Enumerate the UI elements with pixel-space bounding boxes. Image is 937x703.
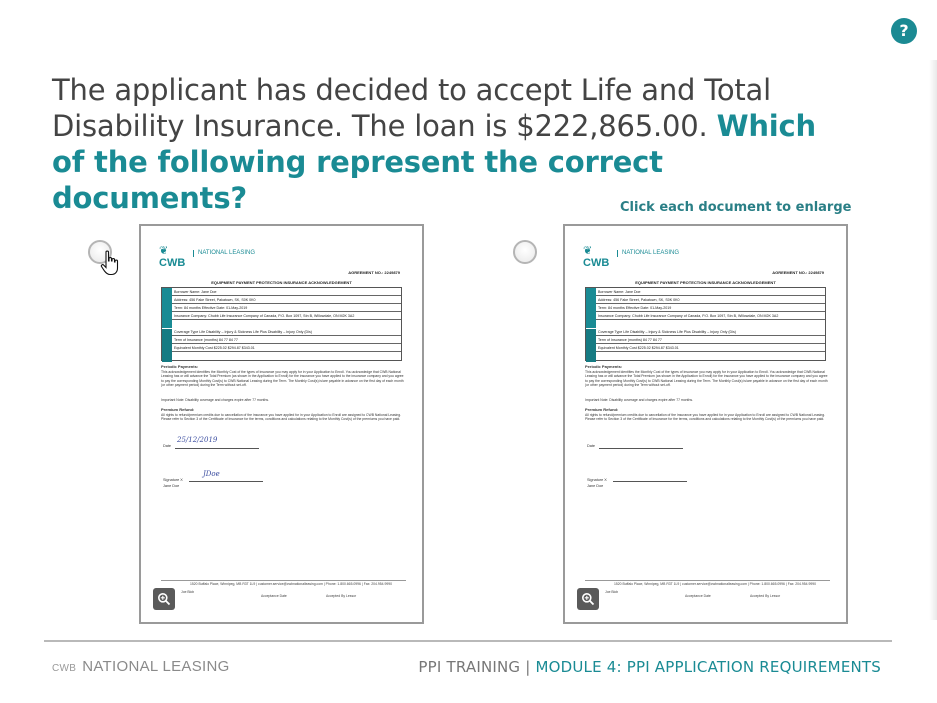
zoom-in-button[interactable] xyxy=(577,588,599,610)
form-row: Equivalent Monthly Cost $225.02 $294.87 $343.01 xyxy=(172,344,401,352)
help-button[interactable]: ? xyxy=(891,18,917,44)
date-label: Date xyxy=(163,444,172,448)
document-title: EQUIPMENT PAYMENT PROTECTION INSURANCE ACKNOWLEDGEMENT xyxy=(211,280,352,285)
periodic-payments xyxy=(161,365,406,388)
address-rule xyxy=(161,580,406,581)
insurance-form-table xyxy=(161,287,402,361)
zoom-in-button[interactable] xyxy=(153,588,175,610)
acceptance-date: Acceptance Date xyxy=(685,594,711,598)
periodic-payments-title: Periodic Payments: xyxy=(161,364,199,369)
signature-value: JDoe xyxy=(203,470,220,478)
logo-name: NATIONAL LEASING xyxy=(617,250,679,257)
footer-divider xyxy=(44,640,892,642)
question-highlight: Which of the following represent the correct documents? xyxy=(52,109,816,215)
footer-brand xyxy=(52,658,230,675)
form-row: Address: 456 Fake Street, Pakatown, SK, S0K 0K0 xyxy=(596,296,825,304)
address-footer: 1520 Buffalo Place, Winnipeg, MB R3T 1L9 | customer.service@cwbnationalleasing.com | Phone: 1.800.665.0996 | Fax: 204.954.9990 xyxy=(614,582,816,586)
signature-label: Signature X xyxy=(163,478,183,482)
periodic-payments-text: This acknowledgement identifies the Monthly Cost of the types of insurance you may apply for in your Application to Enroll. You acknowledge that CWB National Leasing has or will advance the Total Premium (as shown in the Application to Enroll) for the insurance you have applied to the insurance company and you agree to pay the corresponding Monthly Cost(s) to CWB National Leasing during the Term. The Monthly Cost(s) is/are payable in advance on the first day of each month (or other payment period) during the Term without set-off. xyxy=(161,369,404,387)
address-footer: 1520 Buffalo Place, Winnipeg, MB R3T 1L9 | customer.service@cwbnationalleasing.com | Phone: 1.800.665.0996 | Fax: 204.954.9990 xyxy=(190,582,392,586)
accepted-by: Accepted By Lessor xyxy=(326,594,357,598)
insurance-form-table xyxy=(585,287,826,361)
signature-line xyxy=(613,481,687,482)
date-label: Date xyxy=(587,444,596,448)
agreement-number: AGREEMENT NO.: 2249879 xyxy=(772,270,824,275)
acceptance-date: Acceptance Date xyxy=(261,594,287,598)
enlarge-hint: Click each document to enlarge xyxy=(620,200,852,215)
hand-pointer-icon xyxy=(100,250,120,276)
lessee-sign-block: Joe Blob xyxy=(605,590,619,594)
form-row: Insurance Company: Chubb Life Insurance Company of Canada, P.O. Box 1097, Stn B, Willowdale, ON M2K 3A2 xyxy=(596,312,825,320)
form-side-bar-lower xyxy=(162,328,172,362)
important-note: Important Note: Disability coverage and charges expire after 77 months. xyxy=(161,398,269,402)
form-row: Term: 84 months Effective Date: 01-May-2019 xyxy=(172,304,401,312)
cwb-logo xyxy=(159,244,269,270)
module-name: MODULE 4: PPI APPLICATION REQUIREMENTS xyxy=(535,658,881,676)
crest-icon: ❦ xyxy=(159,245,169,257)
document-b-thumbnail[interactable] xyxy=(563,224,848,624)
form-row: Address: 456 Fake Street, Pakatown, SK, S0K 0K0 xyxy=(172,296,401,304)
premium-refund-title: Premium Refund: xyxy=(585,407,619,412)
form-row: Coverage Type Life Disability – Injury & Sickness Life Plus Disability – Injury Only (Dis) xyxy=(596,328,825,336)
date-value: 25/12/2019 xyxy=(177,436,218,444)
signer-name: Jane Doe xyxy=(587,484,604,488)
form-side-bar-lower xyxy=(586,328,596,362)
option-b-radio[interactable] xyxy=(513,240,537,264)
form-row: Term of Insurance (months) 84 77 84 77 xyxy=(172,336,401,344)
document-a-thumbnail[interactable] xyxy=(139,224,424,624)
address-rule xyxy=(585,580,830,581)
course-name: PPI TRAINING xyxy=(418,658,521,676)
footer-separator: | xyxy=(520,658,536,676)
accepted-by: Accepted By Lessor xyxy=(750,594,781,598)
magnifier-icon xyxy=(581,592,595,606)
logo-short: CWB xyxy=(583,257,610,269)
question-plain: The applicant has decided to accept Life and Total Disability Insurance. The loan is $222,865.00. xyxy=(52,73,771,143)
form-row: Borrower Name: Jane Doe xyxy=(172,288,401,296)
logo-name: NATIONAL LEASING xyxy=(193,250,255,257)
form-row: Borrower Name: Jane Doe xyxy=(596,288,825,296)
form-row: Coverage Type Life Disability – Injury & Sickness Life Plus Disability – Injury Only (Dis) xyxy=(172,328,401,336)
question-text xyxy=(52,72,852,216)
footer-module-title xyxy=(418,658,881,676)
page-edge-shadow xyxy=(929,60,937,620)
premium-refund xyxy=(585,408,830,422)
magnifier-icon xyxy=(157,592,171,606)
premium-refund-text: All rights to refund/premium credits due to cancellation of the insurance you have applied for in your Application to Enroll are assigned to CWB National Leasing. Please refer to Section 3 of the Certificate of Insurance for the terms, conditions and calculations relating to the Monthly Cost(s) of the premiums you have paid. xyxy=(585,412,826,421)
date-line xyxy=(599,448,683,449)
document-title: EQUIPMENT PAYMENT PROTECTION INSURANCE ACKNOWLEDGEMENT xyxy=(635,280,776,285)
signature-line xyxy=(189,481,263,482)
periodic-payments-title: Periodic Payments: xyxy=(585,364,623,369)
signature-label: Signature X xyxy=(587,478,607,482)
lessee-sign-block: Joe Blob xyxy=(181,590,195,594)
form-row: Term: 84 months Effective Date: 01-May-2019 xyxy=(596,304,825,312)
agreement-number: AGREEMENT NO.: 2249879 xyxy=(348,270,400,275)
logo-short: CWB xyxy=(159,257,186,269)
periodic-payments-text: This acknowledgement identifies the Monthly Cost of the types of insurance you may apply for in your Application to Enroll. You acknowledge that CWB National Leasing has or will advance the Total Premium (as shown in the Application to Enroll) for the insurance you have applied to the insurance company and you agree to pay the corresponding Monthly Cost(s) to CWB National Leasing during the Term. The Monthly Cost(s) is/are payable in advance on the first day of each month (or other payment period) during the Term without set-off. xyxy=(585,369,828,387)
premium-refund-text: All rights to refund/premium credits due to cancellation of the insurance you have applied for in your Application to Enroll are assigned to CWB National Leasing. Please refer to Section 3 of the Certificate of Insurance for the terms, conditions and calculations relating to the Monthly Cost(s) of the premiums you have paid. xyxy=(161,412,402,421)
premium-refund-title: Premium Refund: xyxy=(161,407,195,412)
brand-crest-logo: CWB xyxy=(52,663,77,674)
form-row: Equivalent Monthly Cost $225.02 $294.87 $343.01 xyxy=(596,344,825,352)
brand-name: NATIONAL LEASING xyxy=(82,658,230,675)
crest-icon: ❦ xyxy=(583,245,593,257)
premium-refund xyxy=(161,408,406,422)
signer-name: Jane Doe xyxy=(163,484,180,488)
important-note: Important Note: Disability coverage and charges expire after 77 months. xyxy=(585,398,693,402)
cwb-logo xyxy=(583,244,693,270)
form-row: Term of Insurance (months) 84 77 84 77 xyxy=(596,336,825,344)
periodic-payments xyxy=(585,365,830,388)
date-line xyxy=(175,448,259,449)
form-row: Insurance Company: Chubb Life Insurance Company of Canada, P.O. Box 1097, Stn B, Willowdale, ON M2K 3A2 xyxy=(172,312,401,320)
